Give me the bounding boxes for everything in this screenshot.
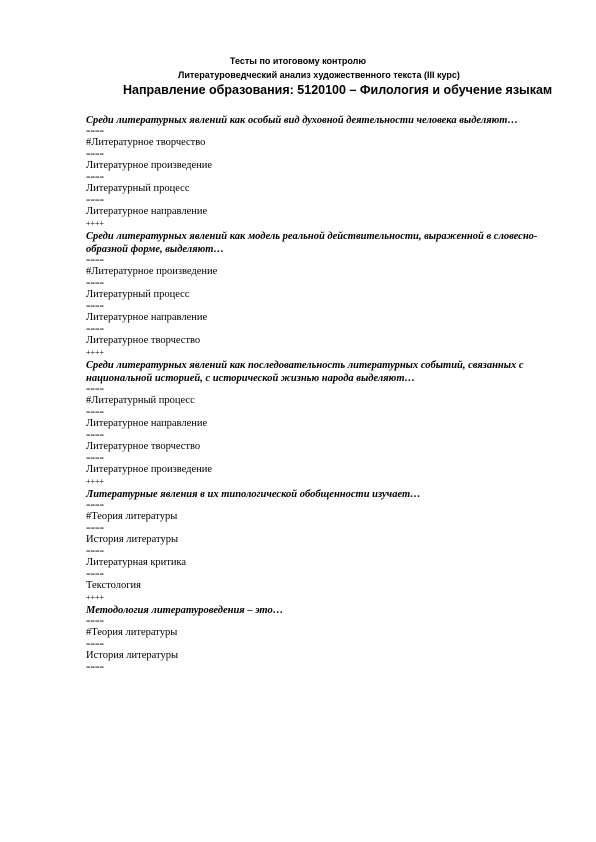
option-separator: ==== xyxy=(86,196,105,205)
question-text: Среди литературных явлений как модель реальной действительности, выраженной в словесно-образной форме, выделяют… xyxy=(86,231,538,255)
course-title: Литературоведческий анализ художественного текста (III курс) xyxy=(178,70,460,80)
answer-option: История литературы xyxy=(86,534,179,545)
answer-option: Литературное творчество xyxy=(86,441,201,452)
option-separator: ==== xyxy=(86,279,105,288)
questions-list xyxy=(86,112,566,672)
answer-option: Литературное произведение xyxy=(86,464,213,475)
option-separator: ==== xyxy=(86,385,105,394)
option-separator: ==== xyxy=(86,454,105,463)
answer-option: Литературная критика xyxy=(86,557,187,568)
option-separator: ==== xyxy=(86,302,105,311)
answer-option: Текстология xyxy=(86,580,141,591)
option-separator: ==== xyxy=(86,127,105,136)
option-separator: ==== xyxy=(86,150,105,159)
answer-option: #Литературное произведение xyxy=(86,266,218,277)
option-separator: ==== xyxy=(86,640,105,649)
answer-option: #Литературное творчество xyxy=(86,137,206,148)
option-separator: ==== xyxy=(86,408,105,417)
answer-option: Литературный процесс xyxy=(86,289,190,300)
question-text: Среди литературных явлений как последовательность литературных событий, связанных с национальной историей, с исторической жизнью народа выделяют… xyxy=(86,360,524,384)
answer-option: Литературное творчество xyxy=(86,335,201,346)
option-separator: ==== xyxy=(86,325,105,334)
option-separator: ==== xyxy=(86,256,105,265)
option-separator: ==== xyxy=(86,431,105,440)
document-title: Тесты по итоговому контролю xyxy=(229,56,367,66)
question-end-separator: ++++ xyxy=(86,348,105,357)
question-text: Литературные явления в их типологической обобщенности изучает… xyxy=(86,489,421,500)
education-direction: Направление образования: 5120100 – Филология и обучение языкам xyxy=(123,83,553,97)
question-end-separator: ++++ xyxy=(86,477,105,486)
answer-option: Литературное направление xyxy=(86,312,208,323)
answer-option: Литературный процесс xyxy=(86,183,190,194)
answer-option: #Теория литературы xyxy=(86,627,178,638)
question-end-separator: ++++ xyxy=(86,219,105,228)
question-text: Методология литературоведения – это… xyxy=(86,605,284,616)
option-separator: ==== xyxy=(86,663,105,672)
option-separator: ==== xyxy=(86,570,105,579)
option-separator: ==== xyxy=(86,524,105,533)
question-text: Среди литературных явлений как особый вид духовной деятельности человека выделяют… xyxy=(86,115,518,126)
option-separator: ==== xyxy=(86,173,105,182)
answer-option: История литературы xyxy=(86,650,179,661)
option-separator: ==== xyxy=(86,617,105,626)
option-separator: ==== xyxy=(86,501,105,510)
answer-option: #Литературный процесс xyxy=(86,395,195,406)
option-separator: ==== xyxy=(86,547,105,556)
answer-option: Литературное направление xyxy=(86,206,208,217)
answer-option: Литературное направление xyxy=(86,418,208,429)
question-end-separator: ++++ xyxy=(86,593,105,602)
answer-option: Литературное произведение xyxy=(86,160,213,171)
answer-option: #Теория литературы xyxy=(86,511,178,522)
